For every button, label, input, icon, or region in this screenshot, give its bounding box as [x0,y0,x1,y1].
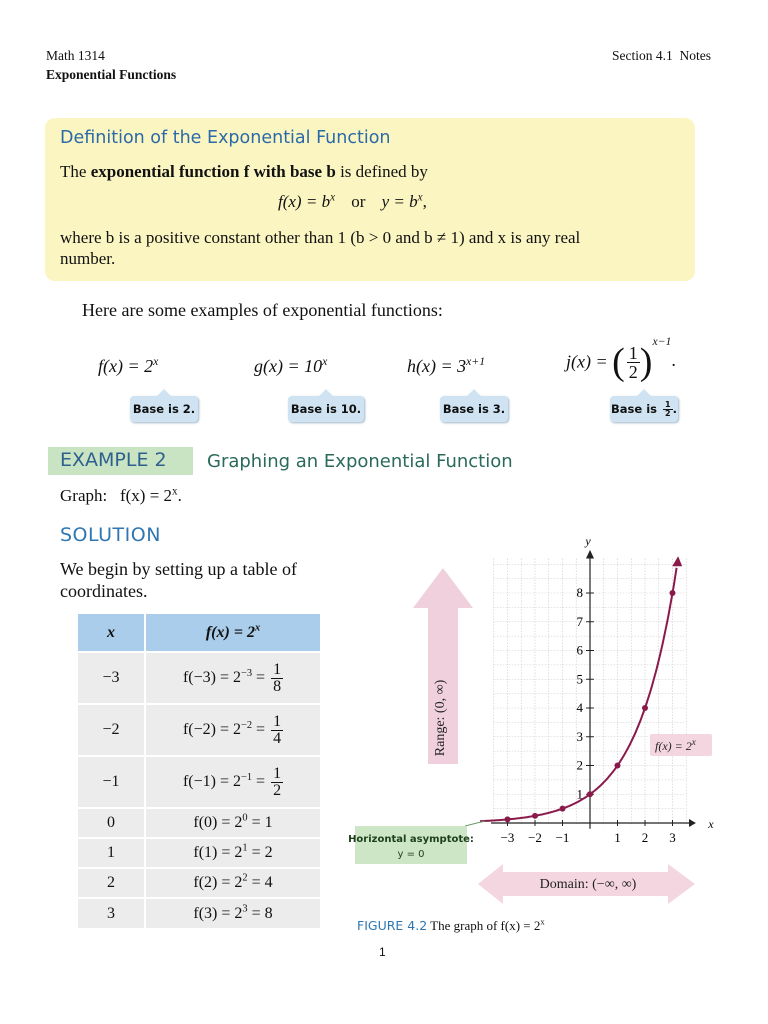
data-point [560,806,566,812]
y-tick-label: 8 [576,585,583,600]
table-row [78,756,320,808]
x-axis-arrow [689,819,696,827]
table-cell-x: 3 [78,898,145,928]
figure-caption: FIGURE 4.2 The graph of $f(x) = 2^x$ [357,916,545,933]
table-cell-fx: $f(1) = 2^1 = 2$ [193,842,273,861]
table-cell-fx: $f(-1) = 2^{-1}$ = $\frac{1}{2}$ [182,764,282,799]
course-name: Math 1314 [46,48,105,63]
x-tick-label: 3 [669,830,676,845]
curve-label: $f(x) = 2^x$ [655,737,696,753]
table-cell-x: 1 [78,838,145,868]
exponential-curve [480,568,677,821]
y-tick-label: 7 [576,613,583,629]
x-tick-label: 2 [641,830,649,845]
base-pill-half: Base is $\frac{1}{2}$ . [610,396,678,422]
table-row [78,652,320,704]
data-point [670,590,676,596]
exponential-graph [345,534,765,898]
data-point [505,816,511,822]
x-axis-label: x [708,817,714,831]
base-pill-2: Base is 2. [130,396,198,422]
example-g: $g(x) = 10^x$ [254,355,328,376]
x-tick-label: −1 [555,830,570,845]
definition-condition-2: number. [60,249,116,268]
solution-label: SOLUTION [60,524,161,546]
data-point [587,791,593,797]
definition-condition: where b is a positive constant other than 1 (b > 0 and b ≠ 1) and x is any real [60,228,581,247]
table-cell-fx: $f(-2) = 2^{-2}$ = $\frac{1}{4}$ [182,712,282,747]
asymptote-equation: y = 0 [397,849,425,860]
table-row [78,838,320,868]
definition-intro: The exponential function f with base b is defined by [60,162,428,181]
table-cell-x: −2 [78,704,145,756]
x-tick-label: −2 [528,830,542,845]
y-tick-label: 4 [576,700,583,715]
topic-title: Exponential Functions [46,67,177,82]
coordinates-table [78,614,320,928]
example-prompt: Graph: $f(x) = 2^x$. [60,485,182,505]
example-f: $f(x) = 2^x$ [98,355,159,376]
y-tick-label: 2 [576,757,583,773]
solution-text-2: coordinates. [60,581,148,601]
data-point [532,813,538,819]
table-cell-fx: $f(0) = 2^0 = 1$ [193,812,273,831]
page-number: 1 [379,945,386,959]
data-point [642,705,648,711]
y-tick-label: 3 [576,728,583,744]
table-cell-x: −3 [78,652,145,704]
example-j: j(x) = ( $\frac{1}{2}$ )$^{x-1}$. [566,335,676,383]
table-row [78,808,320,838]
asymptote-label: Horizontal asymptote: [348,834,474,845]
table-cell-fx: $f(2) = 2^2 = 4$ [193,872,273,891]
definition-intro-bold: exponential function f with base b [90,162,336,181]
table-row [78,898,320,928]
y-tick-label: 6 [576,642,583,658]
solution-text: We begin by setting up a table of [60,559,297,579]
table-row [78,704,320,756]
base-pill-3: Base is 3. [440,396,508,422]
table-cell-x: −1 [78,756,145,808]
base-pill-10: Base is 10. [288,396,364,422]
data-point [615,763,621,769]
x-tick-label: −3 [500,830,515,845]
y-tick-label: 5 [576,671,583,687]
y-axis-arrow [586,550,594,559]
x-tick-label: 1 [614,830,621,845]
table-cell-fx: $f(-3) = 2^{-3}$ = $\frac{1}{8}$ [182,660,282,695]
curve-arrow [672,556,682,566]
definition-title: Definition of the Exponential Function [60,128,391,148]
range-label: Range: (0, ∞) [433,679,448,757]
example-title: Graphing an Exponential Function [207,451,513,472]
section-label: Section 4.1 Notes [612,48,711,63]
table-cell-x: 0 [78,808,145,838]
table-header-fx: $f(x) = 2^x$ [205,622,261,641]
domain-label: Domain: (−∞, ∞) [539,877,637,892]
table-row [78,868,320,898]
table-cell-x: 2 [78,868,145,898]
table-header-x: x [78,614,145,652]
examples-intro: Here are some examples of exponential functions: [82,300,443,320]
example-h: $h(x) = 3^{x+1}$ [407,355,486,376]
y-axis-label: y [585,534,591,548]
definition-formula: $f(x) = b^x$ or $y = b^x$, [278,191,427,211]
table-cell-fx: $f(3) = 2^3 = 8$ [193,903,273,922]
y-tick-label: 1 [576,786,583,802]
example-label: EXAMPLE 2 [60,449,167,471]
